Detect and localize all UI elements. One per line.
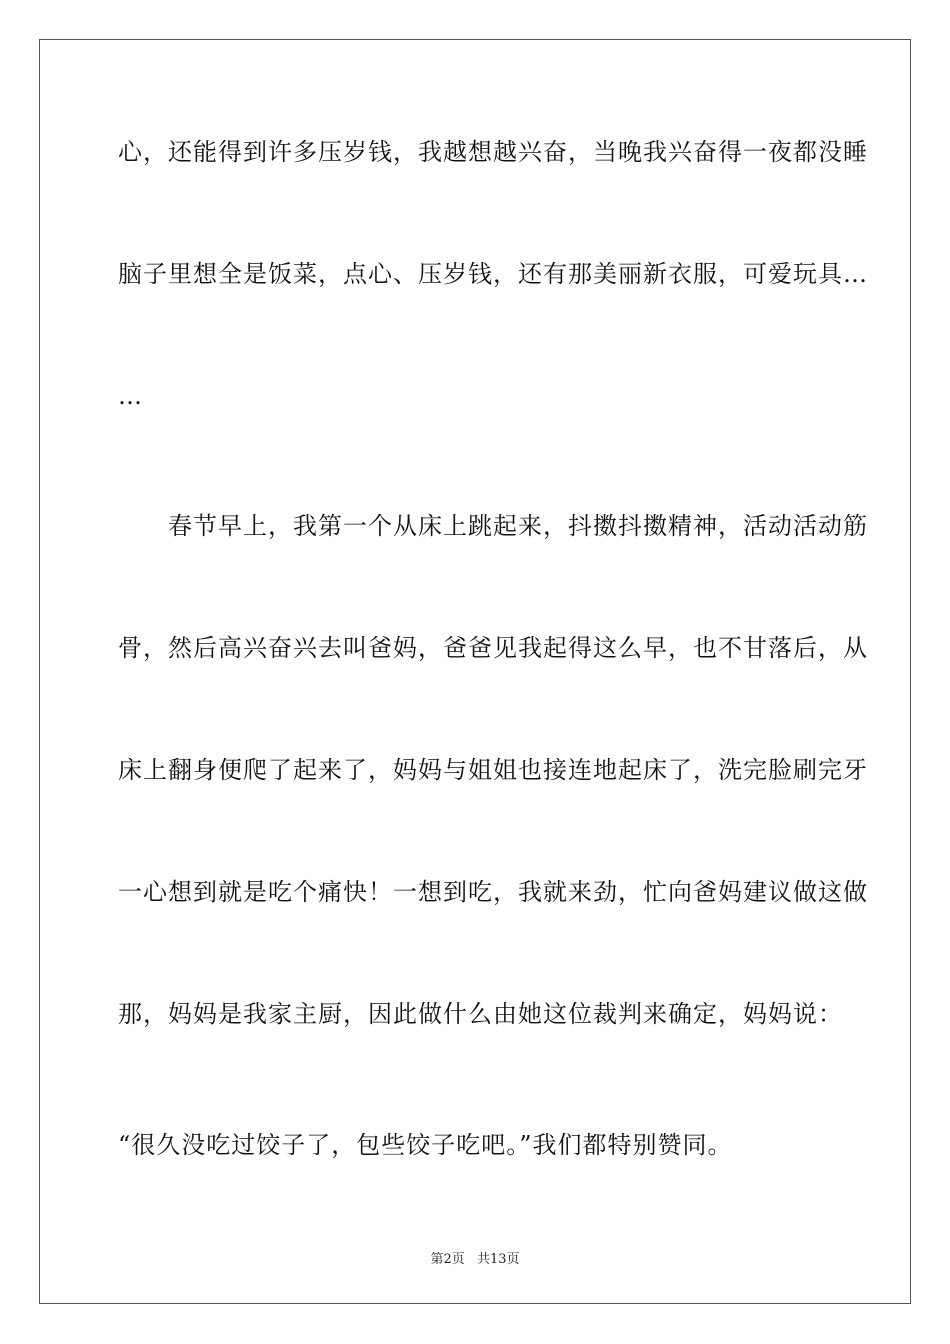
page-number: 第2页 bbox=[430, 1252, 465, 1267]
text-line: “很久没吃过饺子了，包些饺子吃吧。”我们都特别赞同。 bbox=[118, 1131, 733, 1159]
text-line: 春节早上，我第一个从床上跳起来，抖擞抖擞精神，活动活动筋 bbox=[118, 512, 868, 540]
text-line: 那，妈妈是我家主厨，因此做什么由她这位裁判来确定，妈妈说： bbox=[118, 1000, 843, 1028]
page-footer bbox=[0, 1248, 950, 1267]
page-total: 共13页 bbox=[476, 1252, 520, 1267]
text-line: 骨，然后高兴奋兴去叫爸妈，爸爸见我起得这么早，也不甘落后，从 bbox=[118, 634, 868, 662]
text-line: … bbox=[118, 382, 143, 410]
text-line: 床上翻身便爬了起来了，妈妈与姐姐也接连地起床了，洗完脸刷完牙 bbox=[118, 756, 868, 784]
text-line: 脑子里想全是饭菜，点心、压岁钱，还有那美丽新衣服，可爱玩具… bbox=[118, 260, 868, 288]
page-frame bbox=[39, 39, 911, 1304]
text-line: 一心想到就是吃个痛快！一想到吃，我就来劲，忙向爸妈建议做这做 bbox=[118, 878, 868, 906]
text-line: 心，还能得到许多压岁钱，我越想越兴奋，当晚我兴奋得一夜都没睡 bbox=[118, 138, 868, 166]
